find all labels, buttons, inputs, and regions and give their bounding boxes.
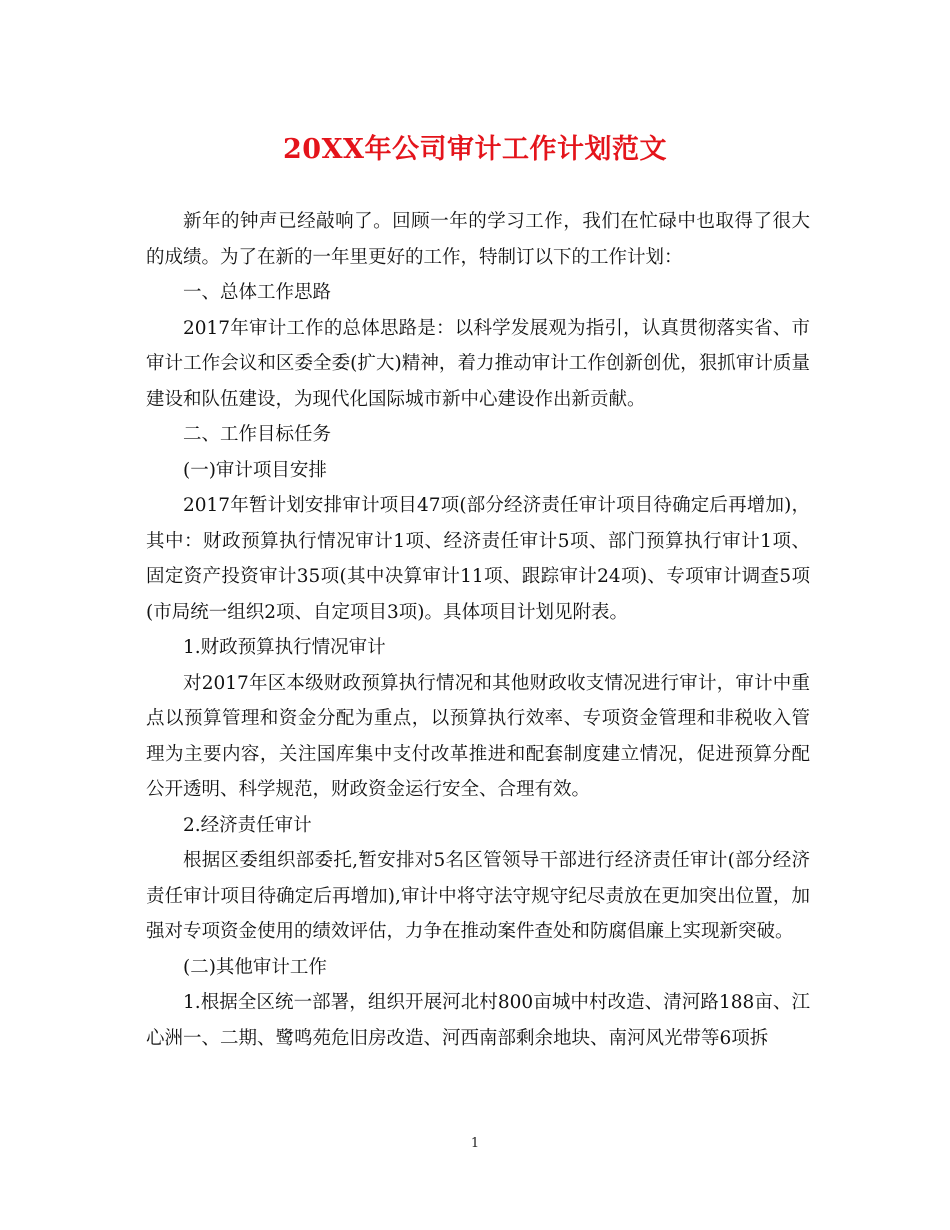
document-title: 20XX年公司审计工作计划范文 — [283, 134, 667, 165]
intro-paragraph: 新年的钟声已经敲响了。回顾一年的学习工作，我们在忙碌中也取得了很大的成绩。为了在新的一年里更好的工作，特制订以下的工作计划： — [146, 211, 810, 268]
other-audit-paragraph: 1.根据全区统一部署，组织开展河北村800亩城中村改造、清河路188亩、江心洲一、二期、鹭鸣苑危旧房改造、河西南部剩余地块、南河风光带等6项拆 — [146, 992, 810, 1049]
budget-audit-paragraph: 对2017年区本级财政预算执行情况和其他财政收支情况进行审计，审计中重点以预算管理和资金分配为重点，以预算执行效率、专项资金管理和非税收入管理为主要内容，关注国库集中支付改革推进和配套制度建立情况，促进预算分配公开透明、科学规范，财政资金运行安全、合理有效。 — [146, 672, 810, 800]
economic-audit-paragraph: 根据区委组织部委托,暂安排对5名区管领导干部进行经济责任审计(部分经济责任审计项目待确定后再增加),审计中将守法守规守纪尽责放在更加突出位置，加强对专项资金使用的绩效评估，力争在推动案件查处和防腐倡廉上实现新突破。 — [146, 850, 810, 942]
subsection-heading-projects: (一)审计项目安排 — [183, 459, 327, 481]
section-heading-goals: 二、工作目标任务 — [183, 424, 332, 445]
item-heading-budget-audit: 1.财政预算执行情况审计 — [183, 637, 386, 658]
projects-paragraph: 2017年暂计划安排审计项目47项(部分经济责任审计项目待确定后再增加)，其中：财政预算执行情况审计1项、经济责任审计5项、部门预算执行审计1项、固定资产投资审计35项(其中决算审计11项、跟踪审计24项)、专项审计调查5项(市局统一组织2项、自定项目3项)。具体项目计划见附表。 — [146, 495, 810, 623]
overall-paragraph: 2017年审计工作的总体思路是：以科学发展观为指引，认真贯彻落实省、市审计工作会议和区委全委(扩大)精神，着力推动审计工作创新创优，狠抓审计质量建设和队伍建设，为现代化国际城市新中心建设作出新贡献。 — [146, 317, 810, 410]
document-body — [146, 204, 810, 1056]
subsection-heading-other: (二)其他审计工作 — [183, 956, 327, 978]
page-number: 1 — [470, 1136, 480, 1151]
item-heading-economic-audit: 2.经济责任审计 — [183, 814, 312, 836]
section-heading-overall: 一、总体工作思路 — [183, 282, 332, 303]
